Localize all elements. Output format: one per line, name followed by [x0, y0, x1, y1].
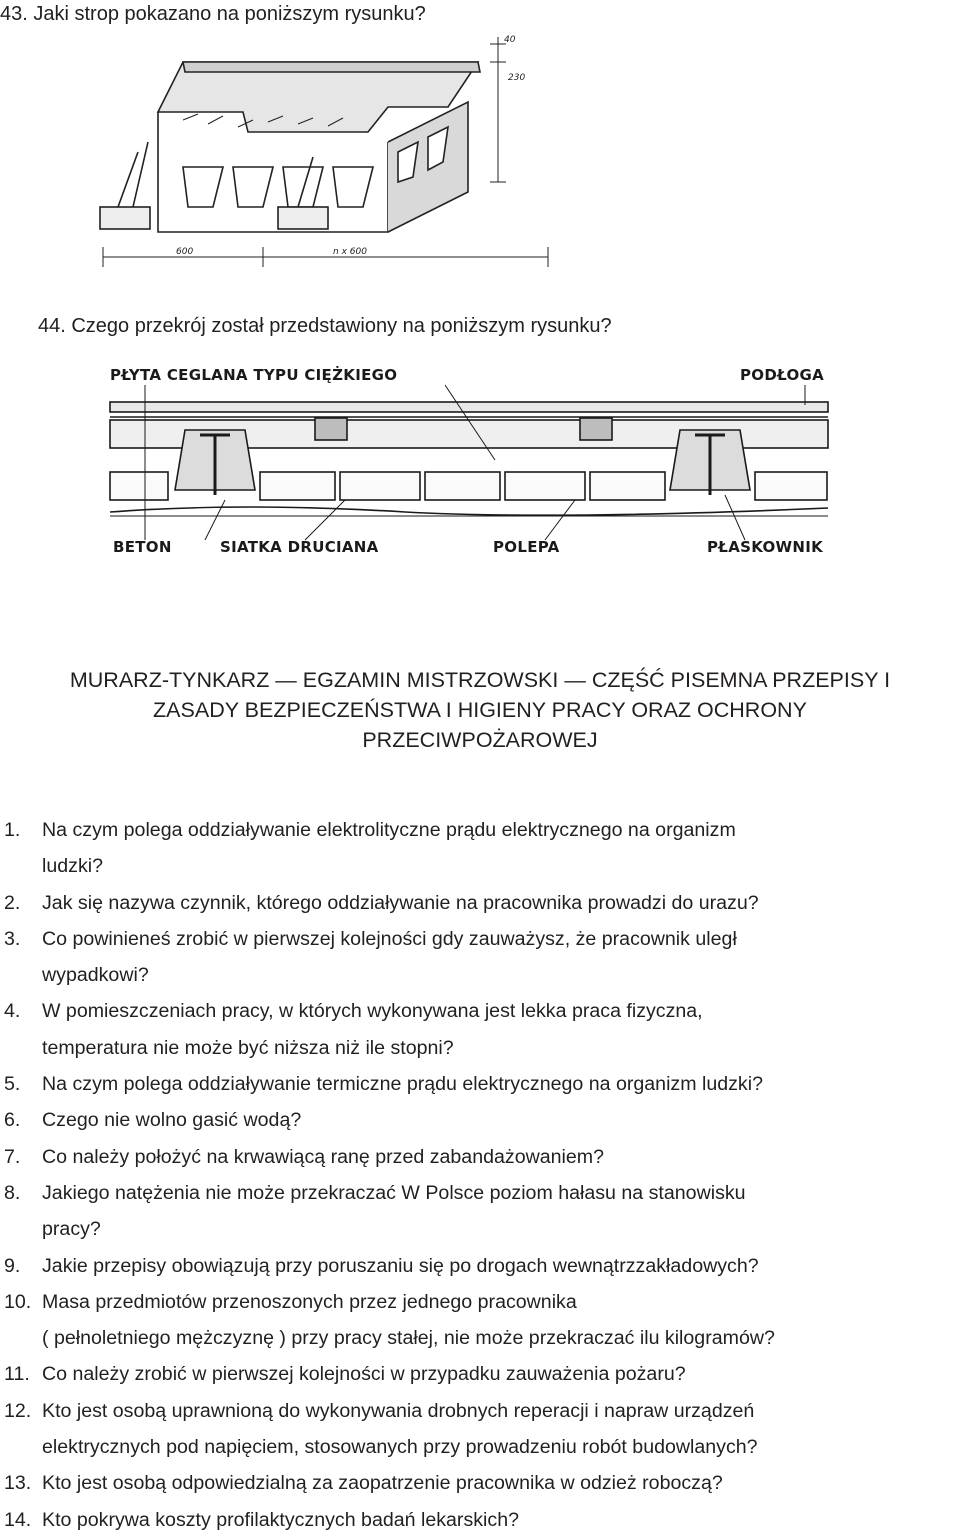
question-list: [0, 812, 960, 1538]
list-item: 12. Kto jest osobą uprawnioną do wykonywania drobnych reperacji i napraw urządzeń elektrycznych pod napięciem, stosowanych przy prowadzeniu robót budowlanych?: [4, 1399, 758, 1459]
title-line-3: PRZECIWPOŻAROWEJ: [362, 728, 598, 752]
list-item: 8. Jakiego natężenia nie może przekraczać W Polsce poziom hałasu na stanowisku pracy?: [4, 1181, 746, 1241]
title-line-2: ZASADY BEZPIECZEŃSTWA I HIGIENY PRACY ORAZ OCHRONY: [153, 698, 807, 722]
list-item: 10. Masa przedmiotów przenoszonych przez jednego pracownika ( pełnoletniego mężczyznę ) przy pracy stałej, nie może przekraczać ilu kilogramów?: [4, 1290, 775, 1350]
list-item: 9. Jakie przepisy obowiązują przy poruszaniu się po drogach wewnątrzzakładowych?: [4, 1254, 759, 1277]
list-item: 3. Co powinieneś zrobić w pierwszej kolejności gdy zauważysz, że pracownik uległ wypadkowi?: [4, 927, 737, 987]
label-plyta: PŁYTA CEGLANA TYPU CIĘŻKIEGO: [110, 366, 398, 384]
list-item: 7. Co należy położyć na krwawiącą ranę przed zabandażowaniem?: [4, 1145, 604, 1168]
dim-n600: n x 600: [333, 247, 367, 257]
list-item: 11. Co należy zrobić w pierwszej kolejności w przypadku zauważenia pożaru?: [4, 1363, 686, 1386]
label-polepa: POLEPA: [493, 538, 560, 556]
list-item: 1. Na czym polega oddziaływanie elektrolityczne prądu elektrycznego na organizm ludzki?: [4, 819, 736, 878]
label-siatka: SIATKA DRUCIANA: [220, 538, 379, 556]
dim-230: 230: [508, 73, 526, 83]
dim-600: 600: [176, 247, 194, 257]
label-plaskownik: PŁASKOWNIK: [707, 538, 824, 556]
list-item: 6. Czego nie wolno gasić wodą?: [4, 1109, 302, 1132]
title-line-1: MURARZ-TYNKARZ — EGZAMIN MISTRZOWSKI — CZĘŚĆ PISEMNA PRZEPISY I: [69, 668, 891, 692]
slab-isometric-drawing: [88, 32, 558, 272]
question-44: 44. Czego przekrój został przedstawiony na poniższym rysunku?: [38, 315, 612, 337]
label-beton: BETON: [113, 538, 172, 556]
list-item: 5. Na czym polega oddziaływanie termiczne prądu elektrycznego na organizm ludzki?: [4, 1073, 763, 1096]
list-item: 13. Kto jest osobą odpowiedzialną za zaopatrzenie pracownika w odzież roboczą?: [4, 1472, 723, 1495]
question-43: 43. Jaki strop pokazano na poniższym rysunku?: [0, 3, 426, 25]
list-item: 2. Jak się nazywa czynnik, którego oddziaływanie na pracownika prowadzi do urazu?: [4, 891, 759, 914]
exam-title: [0, 665, 960, 755]
cross-section-drawing: [105, 360, 835, 560]
list-item: 14. Kto pokrywa koszty profilaktycznych badań lekarskich?: [4, 1508, 519, 1531]
label-podloga: PODŁOGA: [740, 366, 825, 384]
dim-40: 40: [504, 35, 516, 45]
list-item: 4. W pomieszczeniach pracy, w których wykonywana jest lekka praca fizyczna, temperatura nie może być niższa niż ile stopni?: [4, 1000, 703, 1059]
